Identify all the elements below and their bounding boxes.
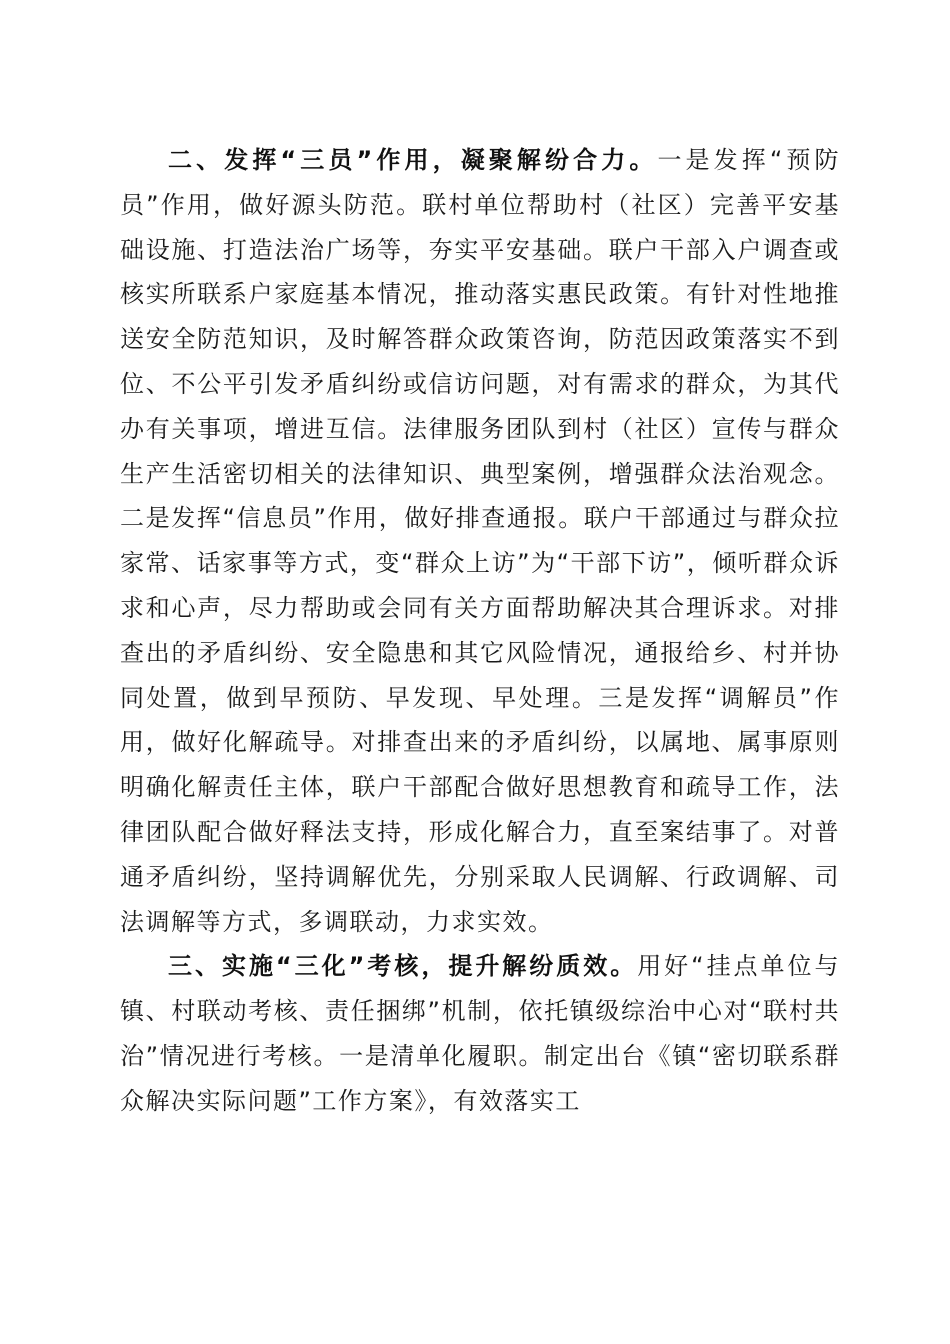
section-heading-two: 二、发挥“三员”作用，凝聚解纷合力。 [168,146,658,174]
section-heading-three: 三、实施“三化”考核，提升解纷质效。 [168,952,638,981]
paragraph-three-roles [120,138,840,944]
paragraph-body: 用好“挂点单位与镇、村联动考核、责任捆绑”机制，依托镇级综治中心对“联村共治”情况进行考核。一是清单化履职。制定出台《镇“密切联系群众解决实际问题”工作方案》，有效落实工 [120,952,841,1115]
paragraph-body: 一是发挥“预防员”作用，做好源头防范。联村单位帮助村（社区）完善平安基础设施、打造法治广场等，夯实平安基础。联户干部入户调查或核实所联系户家庭基本情况，推动落实惠民政策。有针对性地推送安全防范知识，及时解答群众政策咨询，防范因政策落实不到位、不公平引发矛盾纠纷或信访问题，对有需求的群众，为其代办有关事项，增进互信。法律服务团队到村（社区）宣传与群众生产生活密切相关的法律知识、典型案例，增强群众法治观念。二是发挥“信息员”作用，做好排查通报。联户干部通过与群众拉家常、话家事等方式，变“群众上访”为“干部下访”，倾听群众诉求和心声，尽力帮助或会同有关方面帮助解决其合理诉求。对排查出的矛盾纠纷、安全隐患和其它风险情况，通报给乡、村并协同处置，做到早预防、早发现、早处理。三是发挥“调解员”作用，做好化解疏导。对排查出来的矛盾纠纷，以属地、属事原则明确化解责任主体，联户干部配合做好思想教育和疏导工作，法律团队配合做好释法支持，形成化解合力，直至案结事了。对普通矛盾纠纷，坚持调解优先，分别采取人民调解、行政调解、司法调解等方式，多调联动，力求实效。 [120,146,840,936]
paragraph-three-assessments [120,944,840,1123]
document-page [120,138,840,1124]
